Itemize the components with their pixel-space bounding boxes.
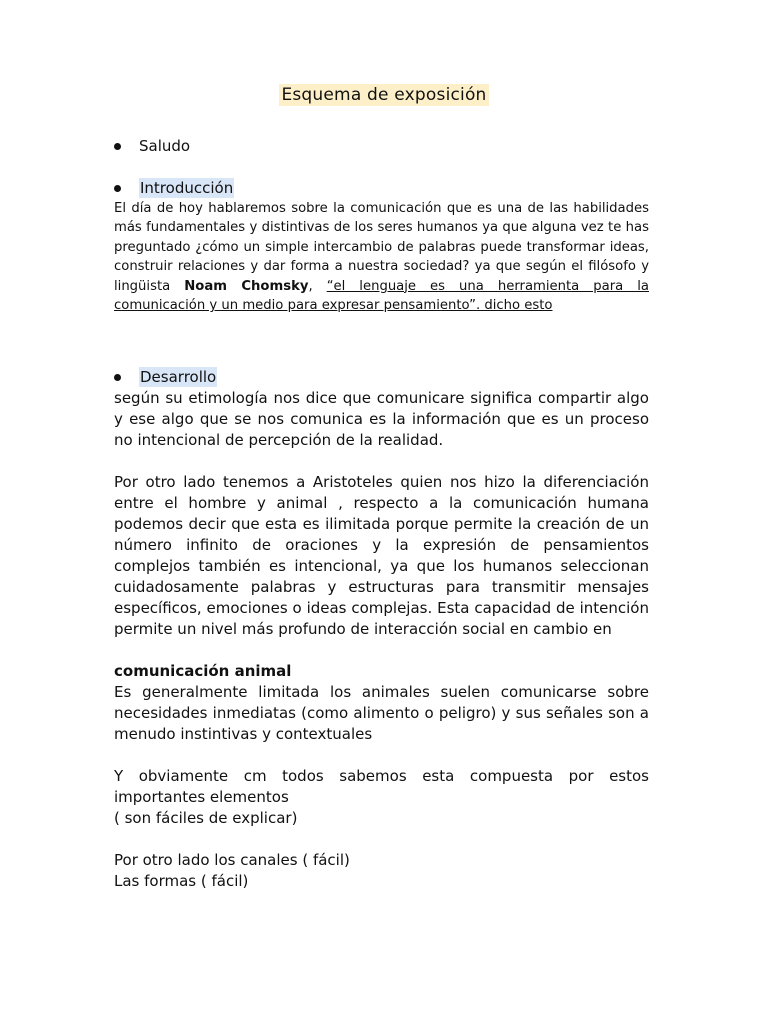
animal-heading: comunicación animal [114, 662, 292, 680]
section-saludo [114, 135, 674, 157]
author-comma: , [308, 278, 327, 294]
title-wrap [0, 84, 768, 106]
desarrollo-paragraph-3: Es generalmente limitada los animales suelen comunicarse sobre necesidades inmediatas (como alimento o peligro) y sus señales son a menudo instintivas y contextuales [114, 683, 649, 743]
desarrollo-paragraph-2: Por otro lado tenemos a Aristoteles quien nos hizo la diferenciación entre el hombre y animal , respecto a la comunicación humana podemos decir que esta es ilimitada porque permite la creación de un número infinito de oraciones y la expresión de pensamientos complejos también es intencional, ya que los humanos seleccionan cuidadosamente palabras y estructuras para transmitir mensajes específicos, emociones o ideas complejas. Esta capacidad de intención permite un nivel más profundo de interacción social en cambio en [114, 473, 649, 638]
section-desarrollo [114, 366, 674, 892]
desarrollo-paragraph-1: según su etimología nos dice que comunicare significa compartir algo y ese algo que se nos comunica es la información que es un proceso no intencional de percepción de la realidad. [114, 389, 649, 449]
author-name: Noam Chomsky [184, 278, 309, 294]
bullet-row-introduccion [114, 177, 674, 199]
bullet-icon [114, 374, 121, 381]
bullet-icon [114, 143, 121, 150]
desarrollo-paragraph-5: Por otro lado los canales ( fácil) [114, 851, 350, 869]
page-title: Esquema de exposición [281, 85, 487, 105]
desarrollo-paragraph-6: Las formas ( fácil) [114, 872, 249, 890]
desarrollo-paragraph-4: Y obviamente cm todos sabemos esta compuesta por estos importantes elementos [114, 767, 649, 806]
introduccion-paragraph [114, 199, 649, 315]
introduccion-label: Introducción [140, 179, 234, 197]
bullet-row-saludo [114, 135, 674, 157]
desarrollo-paragraph-4b: ( son fáciles de explicar) [114, 809, 298, 827]
bullet-icon [114, 185, 121, 192]
section-introduccion [114, 177, 674, 315]
saludo-label: Saludo [139, 137, 191, 155]
introduccion-text: El día de hoy hablaremos sobre la comunicación que es una de las habilidades más fundamentales y distintivas de los seres humanos ya que alguna vez te has preguntado ¿cómo un simple intercambio de palabras puede transformar ideas, construir relaciones y dar forma a nuestra sociedad? ya que según el filósofo y lingüista [114, 201, 649, 294]
bullet-row-desarrollo [114, 366, 674, 388]
desarrollo-label: Desarrollo [140, 368, 217, 386]
chomsky-quote: “el lenguaje es una herramienta para la comunicación y un medio para expresar pensamiento”. dicho esto [114, 278, 649, 314]
